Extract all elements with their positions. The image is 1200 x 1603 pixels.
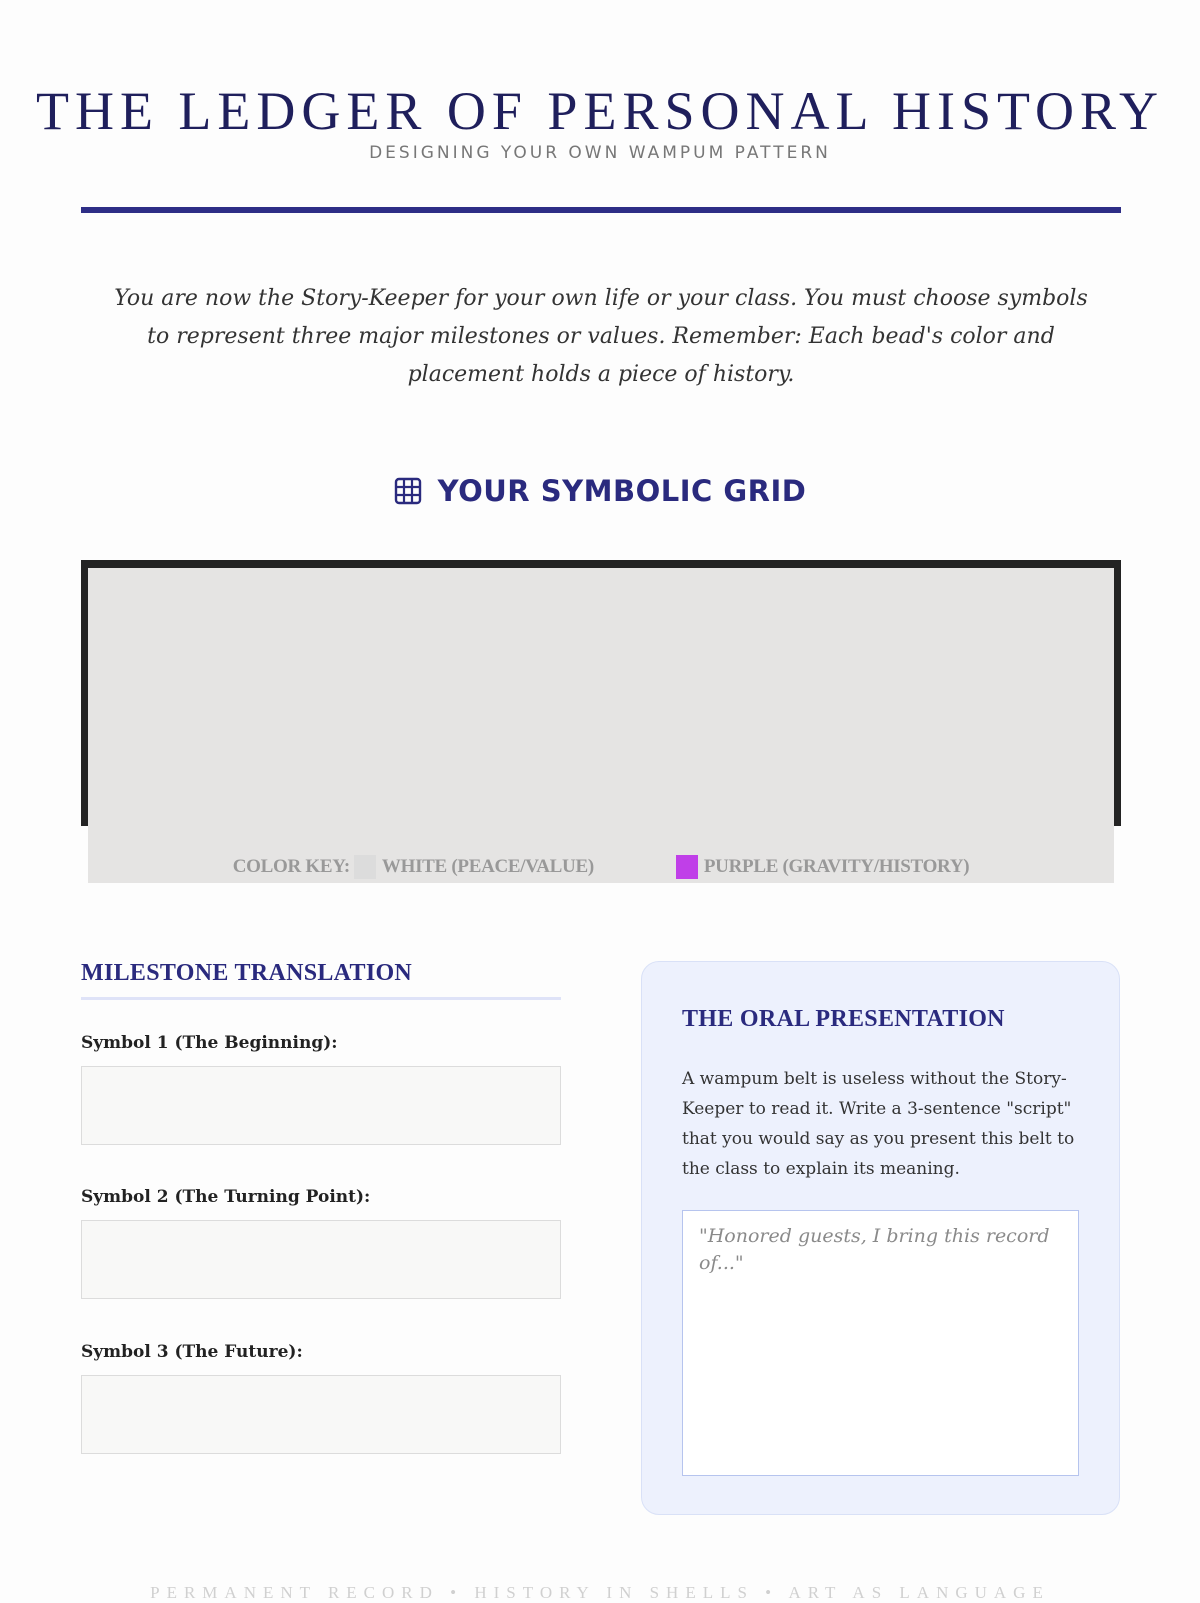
grid-heading: [0, 474, 1200, 508]
color-key: [88, 852, 1114, 882]
oral-title: THE ORAL PRESENTATION: [682, 1006, 1005, 1032]
symbol-2-field[interactable]: [81, 1220, 561, 1299]
white-swatch: [354, 855, 376, 879]
milestone-title: MILESTONE TRANSLATION: [81, 960, 561, 1000]
symbol-3-field[interactable]: [81, 1375, 561, 1454]
symbol-3-label: Symbol 3 (The Future):: [81, 1342, 303, 1362]
intro-text: You are now the Story-Keeper for your own life or your class. You must choose symbols to represent three major milestones or values. Remember: Each bead's color and placement holds a piece of history.: [114, 286, 1088, 387]
symbol-2-label: Symbol 2 (The Turning Point):: [81, 1187, 371, 1207]
color-key-white-label: WHITE (PEACE/VALUE): [381, 856, 594, 877]
color-key-purple-label: PURPLE (GRAVITY/HISTORY): [703, 856, 970, 877]
page-title: THE LEDGER OF PERSONAL HISTORY: [35, 81, 1165, 141]
oral-instructions: A wampum belt is useless without the Story-Keeper to read it. Write a 3-sentence "script" that you would say as you present this belt to the class to explain its meaning.: [682, 1069, 1075, 1179]
purple-swatch: [676, 855, 698, 879]
grid-heading-label: YOUR SYMBOLIC GRID: [437, 474, 807, 508]
oral-presentation-panel: [641, 961, 1120, 1515]
color-key-label: COLOR KEY:: [232, 856, 350, 877]
milestone-section: [81, 960, 561, 1454]
page-subtitle: DESIGNING YOUR OWN WAMPUM PATTERN: [369, 143, 831, 163]
symbol-1-field[interactable]: [81, 1066, 561, 1145]
header-divider: [81, 207, 1121, 213]
grid-icon: [394, 477, 422, 505]
symbol-1-label: Symbol 1 (The Beginning):: [81, 1033, 338, 1053]
script-textarea[interactable]: "Honored guests, I bring this record of...": [682, 1210, 1079, 1476]
symbolic-grid-canvas[interactable]: [88, 568, 1114, 883]
page-footer: PERMANENT RECORD • HISTORY IN SHELLS • ART AS LANGUAGE: [150, 1583, 1050, 1602]
